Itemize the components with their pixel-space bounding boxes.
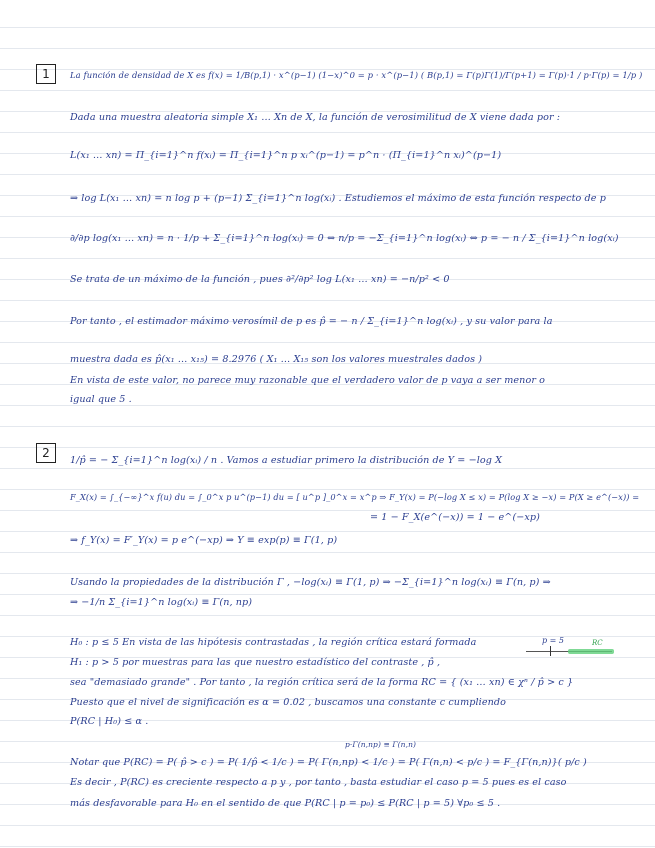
sketch-p-label: p = 5	[542, 636, 564, 645]
s2-line-8: H₁ : p > 5 por muestras para las que nuestro estadístico del contraste , p̂ ,	[70, 657, 441, 668]
s2-line-14: más desfavorable para H₀ en el sentido de que P(RC | p = p₀) ≤ P(RC | p = 5) ∀p₀ ≤ 5 .	[70, 798, 501, 809]
s1-line-9: En vista de este valor, no parece muy razonable que el verdadero valor de p vaya a ser menor o	[70, 375, 546, 386]
s2-line-1: 1/p̂ = − Σ_{i=1}^n log(xᵢ) / n . Vamos a estudiar primero la distribución de Y = −log X	[70, 455, 503, 466]
s2-line-11: P(RC | H₀) ≤ α .	[70, 716, 149, 727]
s2-annotation: p·Γ(n,np) ≡ Γ(n,n)	[345, 740, 417, 749]
s1-line-4: ⇒ log L(x₁ … xn) = n log p + (p−1) Σ_{i=1}^n log(xᵢ) . Estudiemos el máximo de esta función respecto de p	[70, 193, 606, 204]
s1-line-7: Por tanto , el estimador máximo verosímil de p es p̂ = − n / Σ_{i=1}^n log(xᵢ) , y su valor para la	[70, 316, 553, 327]
s2-line-10: Puesto que el nivel de significación es α = 0.02 , buscamos una constante c cumpliendo	[70, 697, 507, 708]
critical-region-highlight	[568, 649, 614, 654]
s1-line-6: Se trata de un máximo de la función , pues ∂²/∂p² log L(x₁ … xn) = −n/p² < 0	[70, 274, 450, 285]
sketch-rc-label: RC	[592, 639, 603, 647]
s2-line-12: Notar que P(RC) = P( p̂ > c ) = P( 1/p̂ < 1/c ) = P( Γ(n,np) < 1/c ) = P( Γ(n,n) < p/c ) = F_{Γ(n,n)}( p/c )	[70, 757, 587, 768]
s2-line-3: = 1 − F_X(e^(−x)) = 1 − e^(−xp)	[370, 512, 541, 523]
s1-line-10: igual que 5 .	[70, 394, 132, 405]
s2-line-7: H₀ : p ≤ 5 En vista de las hipótesis contrastadas , la región crítica estará formada	[70, 637, 477, 648]
s1-line-3: L(x₁ … xn) = Π_{i=1}^n f(xᵢ) = Π_{i=1}^n p xᵢ^(p−1) = p^n · (Π_{i=1}^n xᵢ)^(p−1)	[70, 150, 502, 161]
s1-line-2: Dada una muestra aleatoria simple X₁ … Xn de X, la función de verosimilitud de X viene dada por :	[70, 112, 561, 123]
s2-line-2: F_X(x) = ∫_{−∞}^x f(u) du = ∫_0^x p u^(p−1) du = [ u^p ]_0^x = x^p ⇒ F_Y(x) = P(−log X ≤ x) = P(log X ≥ −x) = P(X ≥ e^(−x)) =	[70, 492, 640, 502]
s2-line-5: Usando la propiedades de la distribución Γ , −log(xᵢ) ≡ Γ(1, p) ⇒ −Σ_{i=1}^n log(xᵢ) ≡ Γ(n, p) ⇒	[70, 577, 551, 588]
s1-line-1: La función de densidad de X es f(x) = 1/B(p,1) · x^(p−1) (1−x)^0 = p · x^(p−1) ( B(p,1) = Γ(p)Γ(1)/Γ(p+1) = Γ(p)·1 / p·Γ(p) = 1/p )	[70, 70, 643, 80]
critical-region-sketch	[526, 636, 616, 660]
s1-line-5: ∂/∂p log(x₁ … xn) = n · 1/p + Σ_{i=1}^n log(xᵢ) = 0 ⇔ n/p = −Σ_{i=1}^n log(xᵢ) ⇔ p = − n / Σ_{i=1}^n log(xᵢ)	[70, 233, 619, 244]
s1-line-8: muestra dada es p̂(x₁ … x₁₅) = 8.2976 ( X₁ … X₁₅ son los valores muestrales dados )	[70, 354, 483, 365]
section-number-box-2: 2	[36, 443, 56, 463]
s2-line-13: Es decir , P(RC) es creciente respecto a p y , por tanto , basta estudiar el caso p = 5 pues es el caso	[70, 777, 567, 788]
s2-line-9: sea "demasiado grande" . Por tanto , la región crítica será de la forma RC = { (x₁ … xn) ∈ χⁿ / p̂ > c }	[70, 677, 574, 688]
sketch-tick	[550, 646, 551, 656]
s2-line-4: ⇒ f_Y(x) = F′_Y(x) = p e^(−xp) ⇒ Y ≡ exp(p) ≡ Γ(1, p)	[70, 535, 338, 546]
section-number-box-1: 1	[36, 64, 56, 84]
s2-line-6: ⇒ −1/n Σ_{i=1}^n log(xᵢ) ≡ Γ(n, np)	[70, 597, 253, 608]
